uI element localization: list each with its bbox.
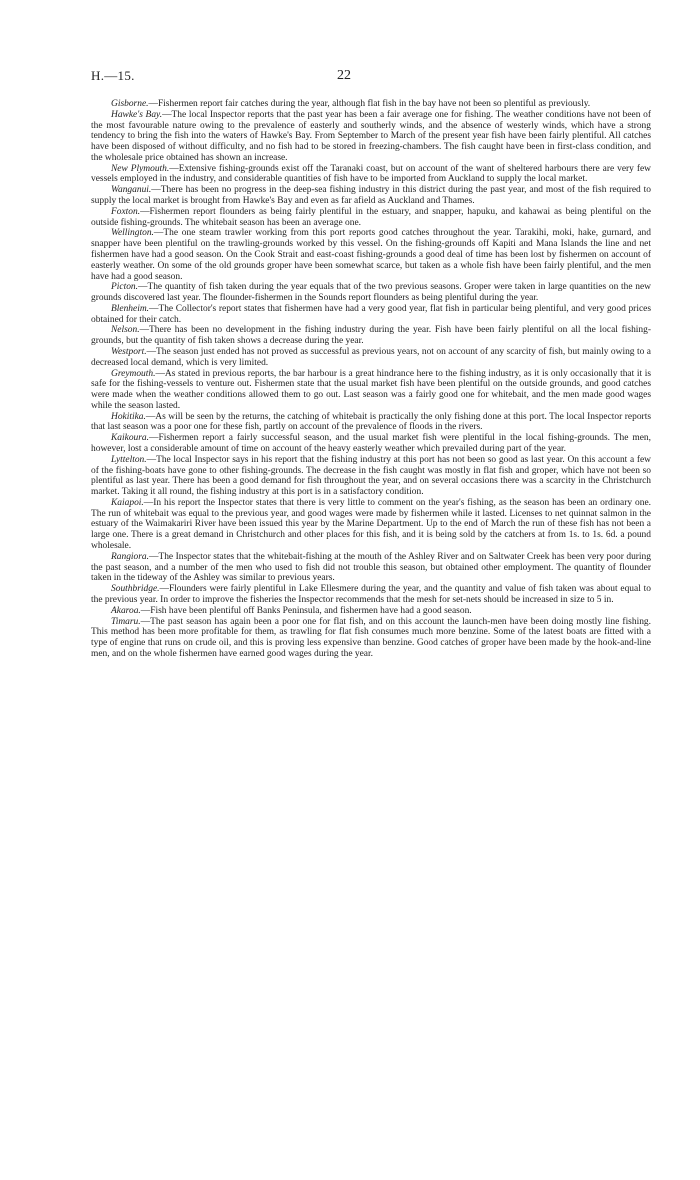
paragraph-text: —Fishermen report flounders as being fairly plentiful in the estuary, and snapper, hapuku, and kahawai as being plentiful on the outside fishing-grounds. The whitebait season has been an average one.: [91, 206, 651, 228]
paragraph-text: —The quantity of fish taken during the year equals that of the two previous seasons. Groper were taken in large quantities on the new grounds discovered last year. The flounder-fishermen in the Sounds report flounders as being plentiful during the year.: [91, 282, 651, 304]
place-name: Timaru.: [111, 616, 141, 627]
page-header: [91, 68, 651, 88]
paragraph-nelson: [91, 325, 651, 347]
paragraph-foxton: [91, 207, 651, 229]
paragraph-text: —Fish have been plentiful off Banks Peninsula, and fishermen have had a good season.: [140, 605, 472, 616]
paragraph-text: —The Collector's report states that fishermen have had a very good year, flat fish in particular being plentiful, and very good prices obtained for their catch.: [91, 303, 651, 325]
paragraph-text: —As stated in previous reports, the bar harbour is a great hindrance here to the fishing industry, as it is only occasionally that it is safe for the fishing-vessels to venture out. Fishermen state that the usual market fish have been plentiful on the outside grounds, and good catches were made when the weather conditions allowed them to go out. Last season was a fairly good one for whitebait, and the men made good wages while the season lasted.: [91, 368, 651, 411]
paragraph-akaroa: [91, 606, 651, 617]
place-name: Southbridge.: [111, 584, 160, 595]
paragraph-text: —The Inspector states that the whitebait-fishing at the mouth of the Ashley River and on Saltwater Creek has been very poor during the past season, and a number of the men who used to fish did not trouble this season, but obtained other employment. The quantity of flounder taken in the tideway of the Ashley was similar to previous years.: [91, 551, 651, 584]
place-name: Kaiapoi.: [111, 497, 144, 508]
place-name: New Plymouth.: [111, 163, 170, 174]
place-name: Hokitika.: [111, 411, 146, 422]
paragraph-text: —Flounders were fairly plentiful in Lake Ellesmere during the year, and the quantity and value of fish taken was about equal to the previous year. In order to improve the fisheries the Inspector recommends that the mesh for set-nets should be increased in size to 5 in.: [91, 584, 651, 605]
paragraph-rangiora: [91, 552, 651, 584]
paragraph-text: —The local Inspector says in his report that the fishing industry at this port has not been so good as last year. On this account a few of the fishing-boats have gone to other fishing-grounds. The decrease in the fish caught was mostly in flat fish and groper, which have not been so plentiful as last year. There has been a good demand for fish throughout the year, and on several occasions there was a scarcity in the Christchurch market. Taking it all round, the fishing industry at this port is in a satisfactory condition.: [91, 454, 651, 498]
paragraph-timaru: [91, 617, 651, 660]
paragraph-new-plymouth: [91, 164, 651, 186]
document-code: H.—15.: [91, 68, 135, 83]
paragraph-wellington: [91, 228, 651, 282]
paragraph-text: —The one steam trawler working from this port reports good catches throughout the year. Tarakihi, moki, hake, gurnard, and snapper have been plentiful on the trawling-grounds worked by this vessel. On the fishing-grounds off Kapiti and Mana Islands the line and net fishermen have had a good season. On the Cook Strait and east-coast fishing-grounds a good deal of time has been lost by fishermen on account of easterly weather. On some of the old grounds groper have been somewhat scarce, but taken as a whole fish have been fairly plentiful, and the men have had a good season.: [91, 228, 651, 282]
paragraph-westport: [91, 347, 651, 369]
paragraph-text: —There has been no development in the fishing industry during the year. Fish have been fairly plentiful on all the local fishing-grounds, but the quantity of fish taken shows a decrease during the year.: [91, 325, 651, 347]
paragraph-southbridge: [91, 584, 651, 606]
paragraph-text: —In his report the Inspector states that there is very little to comment on the year's fishing, as the season has been an ordinary one. The run of whitebait was equal to the previous year, and good wages were made by fishermen while it lasted. Licenses to net quinnat salmon in the estuary of the Waimakariri River have been issued this year by the Marine Department. Up to the end of March the run of these fish has not been a large one. There is a great demand in Christchurch and other places for this fish, and it is being sold by the catchers at from 1s. to 1s. 6d. a pound wholesale.: [91, 497, 651, 552]
place-name: Hawke's Bay.: [111, 109, 163, 120]
paragraph-text: —Fishermen report fair catches during the year, although flat fish in the bay have not been so plentiful as previously.: [148, 99, 591, 109]
place-name: Kaikoura.: [111, 433, 150, 444]
page-number: 22: [337, 68, 351, 83]
report-body: [91, 99, 651, 660]
paragraph-text: —Extensive fishing-grounds exist off the Taranaki coast, but on account of the want of sheltered harbours there are very few vessels employed in the industry, and considerable quantities of fish have to be imported from Auckland to supply the local market.: [91, 163, 651, 185]
place-name: Foxton.: [111, 206, 141, 217]
paragraph-text: —The season just ended has not proved as successful as previous years, not on account of any scarcity of fish, but mainly owing to a decreased local demand, which is very limited.: [91, 346, 651, 368]
paragraph-wanganui: [91, 185, 651, 207]
paragraph-kaiapoi: [91, 498, 651, 552]
paragraph-lyttelton: [91, 455, 651, 498]
paragraph-text: —There has been no progress in the deep-sea fishing industry in this district during the past year, and most of the fish required to supply the local market is brought from Hawke's Bay and even as far afield as Auckland and Thames.: [91, 185, 651, 207]
paragraph-kaikoura: [91, 433, 651, 455]
place-name: Akaroa.: [111, 605, 141, 616]
place-name: Westport.: [111, 346, 147, 357]
place-name: Gisborne.: [111, 99, 149, 109]
place-name: Nelson.: [111, 325, 140, 336]
paragraph-hawkes-bay: [91, 110, 651, 164]
paragraph-text: —As will be seen by the returns, the catching of whitebait is practically the only fishing done at this port. The local Inspector reports that last season was a poor one for these fish, partly on account of the prevalence of floods in the rivers.: [91, 411, 651, 433]
paragraph-text: —The past season has again been a poor one for flat fish, and on this account the launch-men have been doing mostly line fishing. This method has been more profitable for them, as trawling for flat fish consumes much more benzine. Some of the latest boats are fitted with a type of engine that runs on crude oil, and this is proving less expensive than benzine. Good catches of groper have been made by the hook-and-line men, and on the whole fishermen have earned good wages during the year.: [91, 616, 651, 659]
place-name: Wellington.: [111, 228, 154, 239]
paragraph-text: —The local Inspector reports that the past year has been a fair average one for fishing. The weather conditions have not been of the most favourable nature owing to the prevalence of easterly and southerly winds, and the absence of westerly winds, which have a strong tendency to bring the fish into the waters of Hawke's Bay. From September to March of the present year fish have been fairly plentiful. All catches have been disposed of without difficulty, and no fish had to be stored in freezing-chambers. The fish caught have been in first-class condition, and the wholesale price obtained has shown an increase.: [91, 109, 651, 163]
place-name: Rangiora.: [111, 551, 150, 562]
place-name: Lyttelton.: [111, 454, 147, 465]
paragraph-gisborne: [91, 99, 651, 110]
paragraph-hokitika: [91, 412, 651, 434]
paragraph-picton: [91, 282, 651, 304]
place-name: Blenheim.: [111, 303, 149, 314]
place-name: Greymouth.: [111, 368, 156, 379]
paragraph-text: —Fishermen report a fairly successful season, and the usual market fish were plentiful in the local fishing-grounds. The men, however, lost a considerable amount of time on account of the heavy easterly weather which prevailed during part of the year.: [91, 433, 651, 454]
paragraph-greymouth: [91, 369, 651, 412]
place-name: Wanganui.: [111, 185, 152, 196]
paragraph-blenheim: [91, 304, 651, 326]
place-name: Picton.: [111, 282, 138, 293]
